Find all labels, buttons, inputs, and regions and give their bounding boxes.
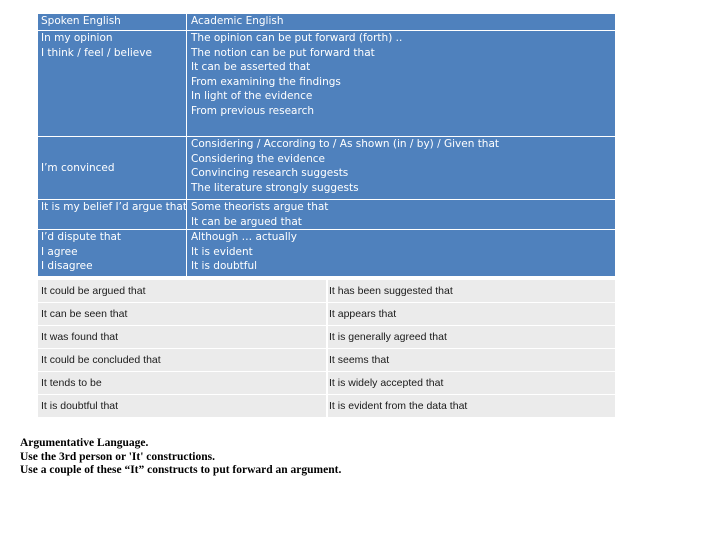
table-header-row <box>38 14 615 31</box>
it-construct-cell: It has been suggested that <box>328 280 615 302</box>
it-construct-cell: It can be seen that <box>38 303 326 325</box>
table-row <box>38 137 615 200</box>
notes-line: Use a couple of these “It” constructs to put forward an argument. <box>20 464 342 476</box>
table-row <box>38 280 615 303</box>
spoken-phrase: I’m convinced <box>41 161 115 174</box>
academic-phrase: Convincing research suggests <box>191 167 349 180</box>
spoken-phrase: I agree <box>41 245 78 258</box>
header-academic-english: Academic English <box>191 15 284 27</box>
spoken-phrase: I’d dispute that <box>41 231 122 243</box>
academic-phrase: In light of the evidence <box>191 90 313 103</box>
notes-title: Argumentative Language. <box>20 437 149 449</box>
spoken-phrase: In my opinion <box>41 32 113 44</box>
spoken-phrase: It is my belief I’d argue that <box>41 201 187 213</box>
academic-phrase: The notion can be put forward that <box>191 46 375 59</box>
spoken-phrase: I disagree <box>41 260 93 273</box>
academic-phrase: It can be asserted that <box>191 61 311 74</box>
academic-phrase: From examining the findings <box>191 75 341 88</box>
academic-phrase: From previous research <box>191 104 315 117</box>
it-construct-cell: It is widely accepted that <box>328 372 615 394</box>
table-row <box>38 395 615 418</box>
academic-phrase: Some theorists argue that <box>191 201 329 213</box>
academic-phrase: Considering the evidence <box>191 152 325 165</box>
it-constructs-table <box>38 280 615 418</box>
table-row <box>38 303 615 326</box>
notes-line: Use the 3rd person or 'It' constructions. <box>20 450 215 463</box>
academic-phrase: Considering / According to / As shown (in / by) / Given that <box>191 138 500 150</box>
spoken-vs-academic-table <box>38 14 615 276</box>
it-construct-cell: It was found that <box>38 326 326 348</box>
it-construct-cell: It tends to be <box>38 372 326 394</box>
table-row <box>38 326 615 349</box>
academic-phrase: It is evident <box>191 245 253 258</box>
academic-phrase: The literature strongly suggests <box>191 181 359 194</box>
table-row <box>38 200 615 230</box>
it-construct-cell: It seems that <box>328 349 615 371</box>
table-row <box>38 230 615 276</box>
it-construct-cell: It is doubtful that <box>38 395 326 417</box>
table-row <box>38 372 615 395</box>
table-row <box>38 349 615 372</box>
academic-phrase: It can be argued that <box>191 215 302 228</box>
it-construct-cell: It could be concluded that <box>38 349 326 371</box>
argumentative-language-notes <box>20 437 341 478</box>
it-construct-cell: It is evident from the data that <box>328 395 615 417</box>
it-construct-cell: It is generally agreed that <box>328 326 615 348</box>
header-spoken-english: Spoken English <box>41 15 121 27</box>
academic-phrase: Although … actually <box>191 231 297 243</box>
table-row <box>38 31 615 137</box>
academic-phrase: It is doubtful <box>191 260 258 273</box>
spoken-phrase: I think / feel / believe <box>41 46 152 59</box>
it-construct-cell: It appears that <box>328 303 615 325</box>
it-construct-cell: It could be argued that <box>38 280 326 302</box>
academic-phrase: The opinion can be put forward (forth) .. <box>191 32 403 44</box>
